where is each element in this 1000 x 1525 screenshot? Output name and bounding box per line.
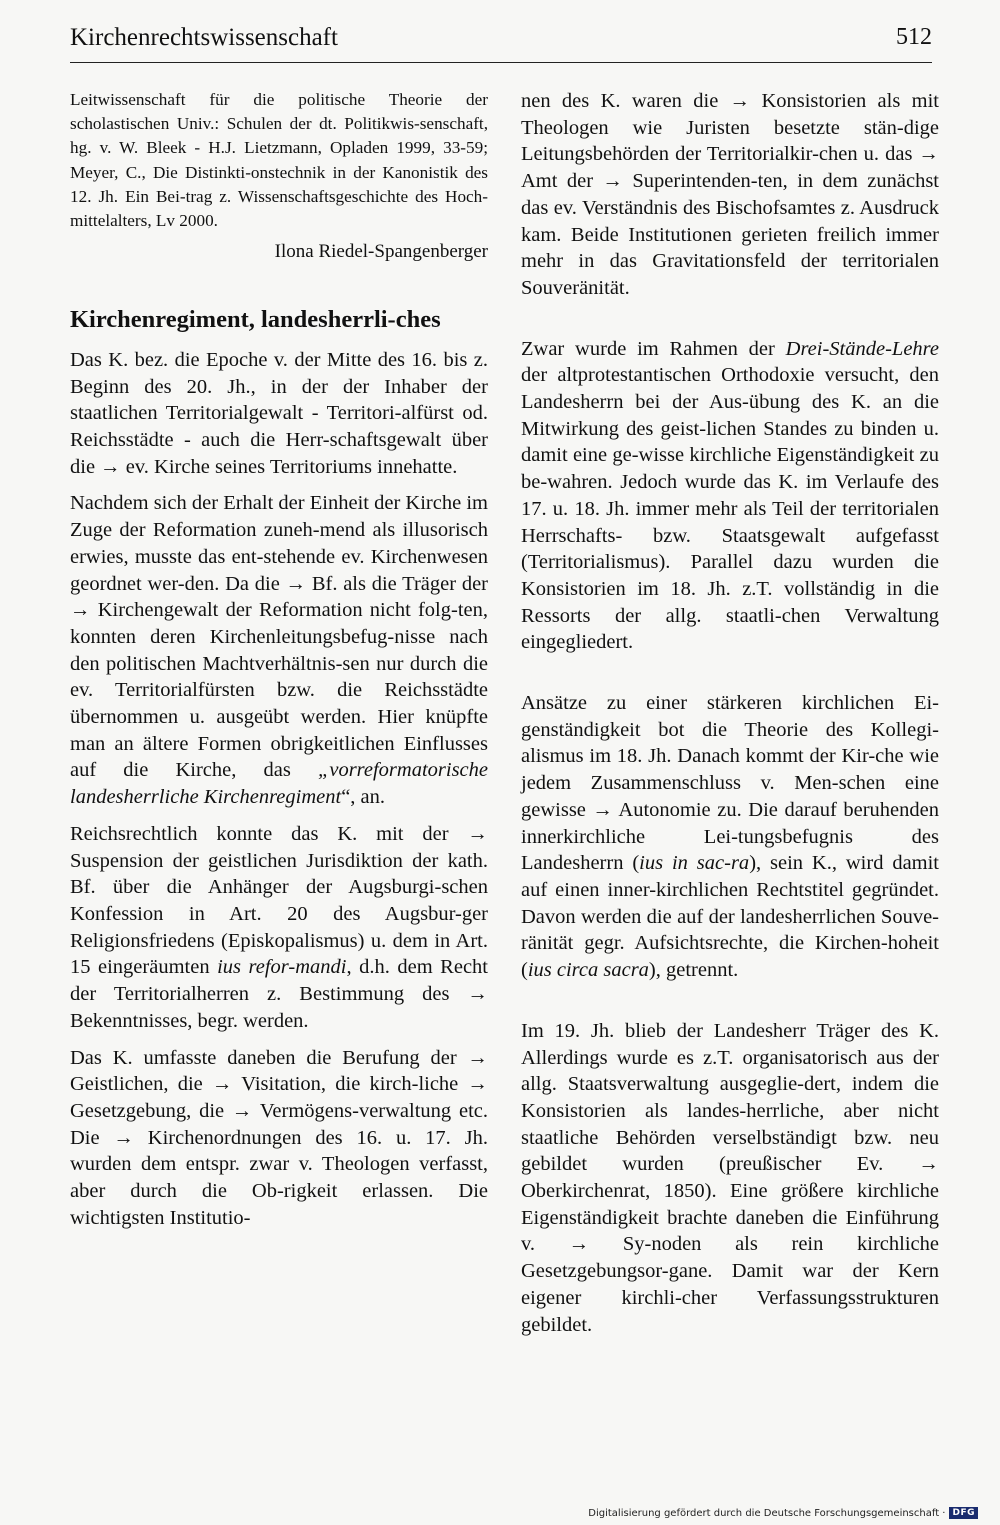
paragraph: nen des K. waren die → Konsistorien als mit Theologen wie Juristen besetzte stän-dige Leitungsbehörden der Territorialkir-chen u. das → Amt der → Superintenden-ten, in dem zunächst das ev. Verständnis des Bischofsamtes z. Ausdruck kam. Beide Institutionen gerieten freilich immer mehr in das Gravitationsfeld der territorialen Souveränität. [521,90,939,299]
page-header [70,22,932,63]
paragraph [70,821,488,1035]
paragraph-text: ), sein K., wird damit auf einen inner-kirchlichen Rechtstitel gegründet. Davon werden die auf der landesherrlichen Souve-ränität gegr. Aufsichtsrechte, die Kirchen-hoheit ( [521,852,940,982]
page-number: 512 [896,24,932,50]
running-title: Kirchenrechtswissenschaft [70,24,338,51]
italic-term: ius refor-mandi [217,956,347,979]
digitization-footer [588,1507,978,1519]
footer-text: Digitalisierung gefördert durch die Deutsche Forschungsgemeinschaft · [588,1507,946,1519]
left-column [70,88,488,1231]
entry-title: Kirchenregiment, landesherrli-ches [70,305,441,333]
paragraph-text: Ansätze zu einer stärkeren kirchlichen Ei-genständigkeit bot die Theorie des Kollegi-alismus im 18. Jh. Danach kommt der Kir-che wie jedem Zusammenschluss v. Men-schen eine gewisse → Autonomie zu. Die darauf beruhenden innerkirchliche Lei-tungsbefugnis des Landesherrn ( [521,692,939,875]
paragraph-text: ), getrennt. [648,959,739,982]
italic-term: Drei-Stände-Lehre [785,337,939,360]
paragraph-text: “, an. [341,786,386,809]
paragraph-text: Reichsrechtlich konnte das K. mit der → Suspension der geistlichen Jurisdiktion der kath. Bf. über die Anhänger der Augsburgi-schen Konfession in Art. 20 des Augsbur-ger Religionsfriedens (Episkopalismus) u. dem in Art. 15 eingeräumten [70,822,488,979]
bibliography-reference: Leitwissenschaft für die politische Theorie der scholastischen Univ.: Schulen der dt. Politikwis-senschaft, hg. v. W. Bleek - H.J. Lietzmann, Opladen 1999, 33-59; Meyer, C., Die Distinkti-onstechnik in der Kanonistik des 12. Jh. Ein Bei-trag z. Wissenschaftsgeschichte des Hoch-mittelalters, Lv 2000. [70,90,488,231]
paragraph [70,490,488,810]
paragraph-text: der altprotestantischen Orthodoxie versucht, den Landesherrn bei der Aus-übung des K. an die Mitwirkung des geist-lichen Standes zu binden u. damit eine ge-wisse kirchliche Eigenständigkeit zu be-wahren. Jedoch wurde das K. im Verlaufe des 17. u. 18. Jh. immer mehr als Teil der territorialen Herrschafts- bzw. Staatsgewalt aufgefasst (Territorialismus). Parallel dazu wurden die Konsistorien im 18. Jh. z.T. vollständig in die Ressorts der allg. staatli-chen Verwaltung eingegliedert. [521,364,939,654]
italic-term: ius in sac-ra [639,852,750,875]
paragraph-text: , d.h. dem Recht der Territorialherren z. Bestimmung des → Bekenntnisses, begr. werden. [70,956,488,1032]
paragraph-text: Zwar wurde im Rahmen der [521,337,775,360]
paragraph [521,690,939,984]
paragraph: Das K. umfasste daneben die Berufung der → Geistlichen, die → Visitation, die kirch-liche → Gesetzgebung, die → Vermögens-verwaltung etc. Die → Kirchenordnungen des 16. u. 17. Jh. wurden dem entspr. zwar v. Theologen verfasst, aber durch die Ob-rigkeit erlassen. Die wichtigsten Institutio- [70,1046,488,1229]
paragraph-text: Nachdem sich der Erhalt der Einheit der Kirche im Zuge der Reformation zuneh-mend als illusorisch erwies, musste das ent-stehende ev. Kirchenwesen geordnet wer-den. Da die → Bf. als die Träger der → Kirchengewalt der Reformation nicht folg-ten, konnten deren Kirchenleitungsbefug-nisse nach den politischen Machtverhältnis-sen nur durch die ev. Territorialfürsten bzw. die Reichsstädte übernommen u. ausgeübt werden. Hier knüpfte man an ältere Formen obrigkeitlichen Einflusses auf die Kirche, das [70,492,488,782]
dfg-logo: DFG [949,1507,978,1519]
italic-term: „vorreformatorische landesherrliche Kirchenregiment [70,759,489,809]
paragraph [521,336,939,656]
author-signature: Ilona Riedel-Spangenberger [274,241,488,263]
italic-term: ius circa sacra [527,959,649,982]
right-column [521,88,939,1338]
paragraph: Im 19. Jh. blieb der Landesherr Träger des K. Allerdings wurde es z.T. organisatorisch aus der allg. Staatsverwaltung ausgeglie-dert, indem die Konsistorien als landes-herrliche, aber nicht staatliche Behörden verselbständigt bzw. neu gebildet wurden (preußischer Ev. → Oberkirchenrat, 1850). Eine größere kirchliche Eigenständigkeit brachte daneben die Einführung v. → Sy-noden als rein kirchliche Gesetzgebungsor-gane. Damit war der Kern eigener kirchli-cher Verfassungsstrukturen gebildet. [521,1019,939,1336]
paragraph: Das K. bez. die Epoche v. der Mitte des 16. bis z. Beginn des 20. Jh., in der der Inhaber der staatlichen Territorialgewalt - Territori-alfürst od. Reichsstädte - auch die Herr-schaftsgewalt über die → ev. Kirche seines Territoriums innehatte. [70,348,488,478]
